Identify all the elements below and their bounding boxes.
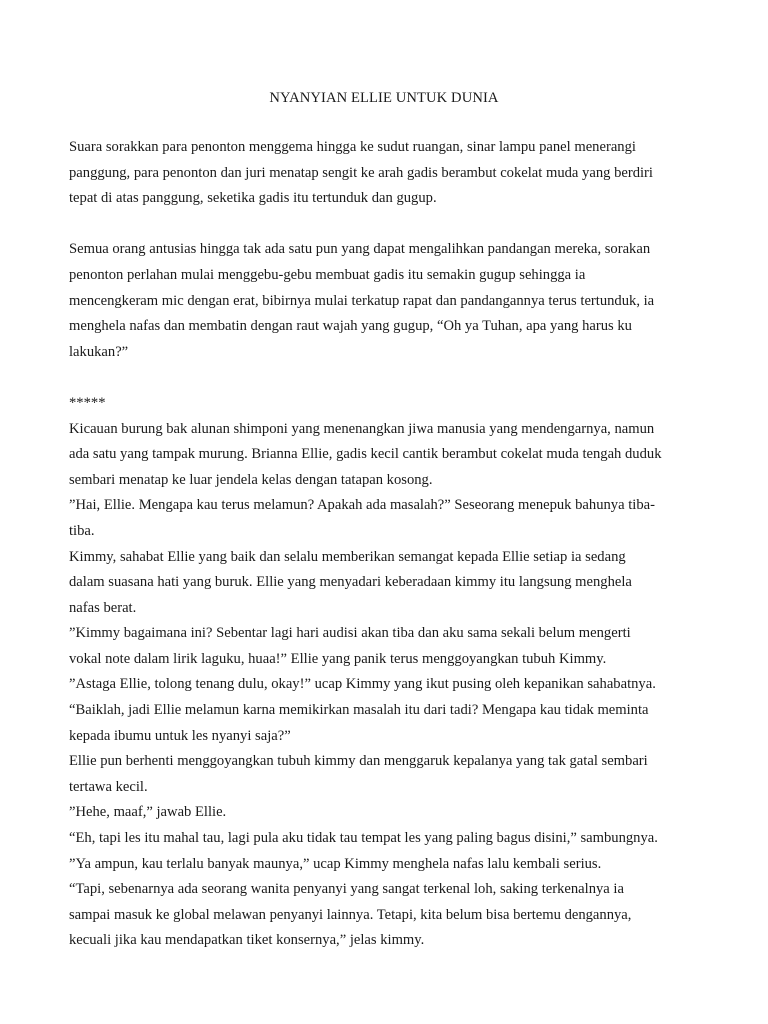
text-line: menghela nafas dan membatin dengan raut wajah yang gugup, “Oh ya Tuhan, apa yang harus ku xyxy=(69,318,632,335)
text-line: “Tapi, sebenarnya ada seorang wanita penyanyi yang sangat terkenal loh, saking terkenalnya ia xyxy=(69,881,624,898)
document-title: NYANYIAN ELLIE UNTUK DUNIA xyxy=(269,90,499,106)
text-line: vokal note dalam lirik laguku, huaa!” Ellie yang panik terus menggoyangkan tubuh Kimmy. xyxy=(69,650,607,667)
text-line: Kicauan burung bak alunan shimponi yang menenangkan jiwa manusia yang mendengarnya, namun xyxy=(69,420,655,437)
text-line: tepat di atas panggung, seketika gadis itu tertunduk dan gugup. xyxy=(69,190,437,207)
text-line: “Eh, tapi les itu mahal tau, lagi pula aku tidak tau tempat les yang paling bagus disini,” sambungnya. xyxy=(69,830,658,847)
text-line: sampai masuk ke global melawan penyanyi lainnya. Tetapi, kita belum bisa bertemu dengannya, xyxy=(69,906,632,923)
paragraph-gap xyxy=(69,212,709,238)
text-line: kepada ibumu untuk les nyanyi saja?” xyxy=(69,727,291,744)
text-line: ”Kimmy bagaimana ini? Sebentar lagi hari audisi akan tiba dan aku sama sekali belum mengerti xyxy=(69,625,631,642)
text-line: ”Hehe, maaf,” jawab Ellie. xyxy=(69,804,227,821)
paragraph-gap xyxy=(69,365,709,391)
text-line: Semua orang antusias hingga tak ada satu pun yang dapat mengalihkan pandangan mereka, sorakan xyxy=(69,241,651,258)
text-line: tertawa kecil. xyxy=(69,778,148,795)
text-line: Ellie pun berhenti menggoyangkan tubuh kimmy dan menggaruk kepalanya yang tak gatal sembari xyxy=(69,753,648,770)
text-line: ada satu yang tampak murung. Brianna Ellie, gadis kecil cantik berambut cokelat muda tengah duduk xyxy=(69,446,662,463)
text-line: sembari menatap ke luar jendela kelas dengan tatapan kosong. xyxy=(69,471,433,488)
text-line: Suara sorakkan para penonton menggema hingga ke sudut ruangan, sinar lampu panel menerangi xyxy=(69,139,636,155)
document-body xyxy=(69,135,709,954)
text-line: Kimmy, sahabat Ellie yang baik dan selalu memberikan semangat kepada Ellie setiap ia sedang xyxy=(69,548,626,565)
text-line: ”Astaga Ellie, tolong tenang dulu, okay!” ucap Kimmy yang ikut pusing oleh kepanikan sahabatnya. xyxy=(69,676,656,693)
text-line: mencengkeram mic dengan erat, bibirnya mulai terkatup rapat dan pandangannya terus tertunduk, ia xyxy=(69,292,655,309)
text-line: ”Ya ampun, kau terlalu banyak maunya,” ucap Kimmy menghela nafas lalu kembali serius. xyxy=(69,855,602,872)
text-line: kecuali jika kau mendapatkan tiket konsernya,” jelas kimmy. xyxy=(69,932,425,949)
text-line: dalam suasana hati yang buruk. Ellie yang menyadari keberadaan kimmy itu langsung menghela xyxy=(69,574,632,591)
text-line: panggung, para penonton dan juri menatap sengit ke arah gadis berambut cokelat muda yang berdiri xyxy=(69,164,653,181)
text-line: “Baiklah, jadi Ellie melamun karna memikirkan masalah itu dari tadi? Mengapa kau tidak meminta xyxy=(69,702,649,719)
text-line: ***** xyxy=(69,394,106,411)
text-line: tiba. xyxy=(69,522,95,539)
text-line: ”Hai, Ellie. Mengapa kau terus melamun? Apakah ada masalah?” Seseorang menepuk bahunya tiba- xyxy=(69,497,655,514)
text-line: lakukan?” xyxy=(69,343,129,360)
text-line: nafas berat. xyxy=(69,599,137,616)
text-line: penonton perlahan mulai menggebu-gebu membuat gadis itu semakin gugup sehingga ia xyxy=(69,266,586,283)
